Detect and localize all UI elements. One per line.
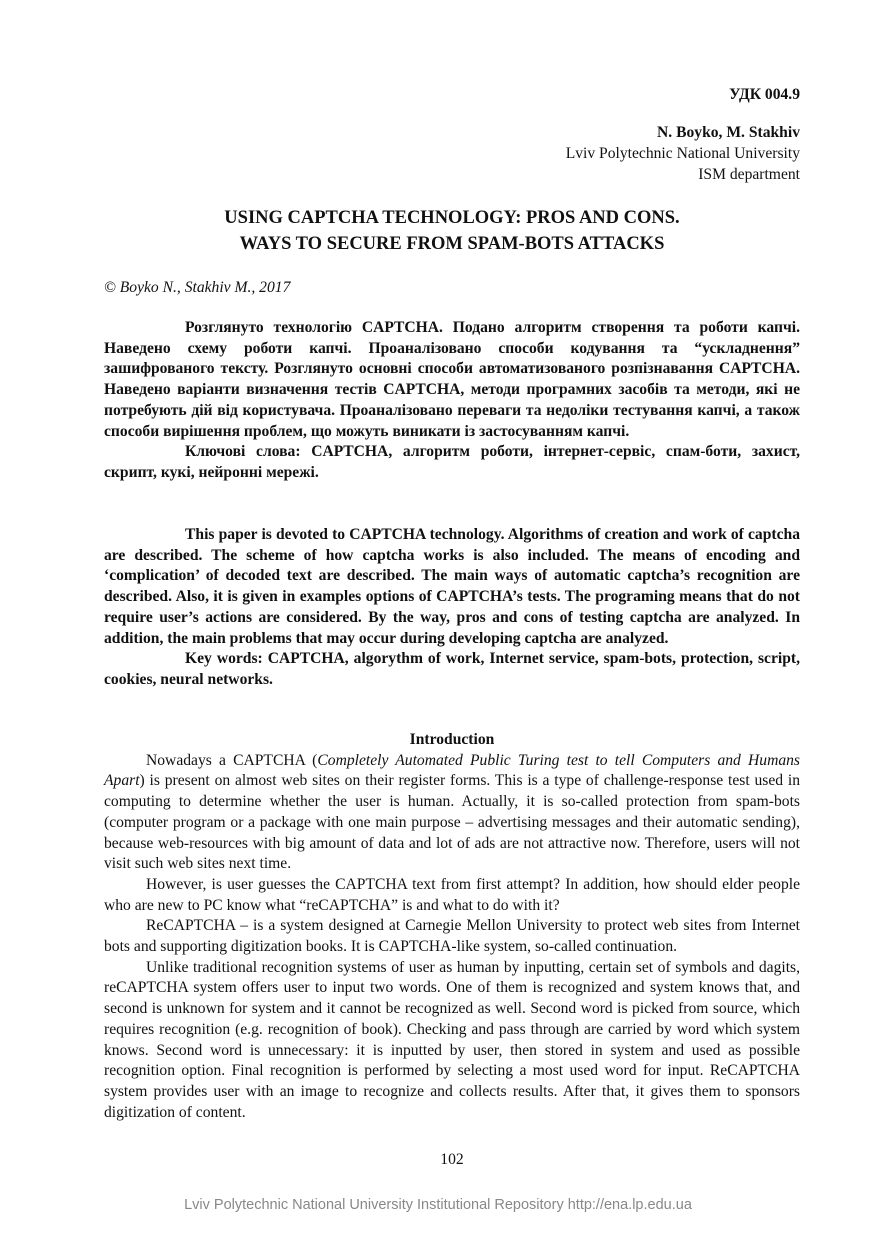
paper-title [104,205,800,257]
university: Lviv Polytechnic National University [565,145,800,162]
abstract-ukrainian [104,318,800,484]
intro-paragraph-3: ReCAPTCHA – is a system designed at Carnegie Mellon University to protect web sites from Internet bots and supporting digitization books. It is CAPTCHA-like system, so-called continuation. [104,917,800,956]
udk-code: УДК 004.9 [729,86,800,103]
abstract-en-keywords: Key words: CAPTCHA, algorythm of work, Internet service, spam-bots, protection, script, cookies, neural networks. [104,650,800,688]
abstract-uk-text: Розглянуто технологію CAPTCHA. Подано алгоритм створення та роботи капчі. Наведено схему роботи капчі. Проаналізовано способи кодування та “ускладнення” зашифрованого тексту. Розглянуто основні способи автоматизованого розпізнавання CAPTCHA. Наведено варіанти визначення тестів CAPTCHA, методи програмних засобів та методи, які не потребують дій від користувача. Проаналізовано переваги та недоліки тестування капчі, а також способи вирішення проблем, що можуть виникати із застосуванням капчі. [104,319,800,440]
captcha-expansion: Completely Automated Public Turing test to tell Computers and Humans Apart [104,751,800,790]
repository-footer: Lviv Polytechnic National University Institutional Repository http://ena.lp.edu.ua [184,1197,692,1213]
abstract-en-text: This paper is devoted to CAPTCHA technology. Algorithms of creation and work of captcha are described. The scheme of how captcha works is also included. The means of encoding and ‘complication’ of decoded text are described. The main ways of automatic captcha’s recognition are described. Also, it is given in examples options of CAPTCHA’s tests. The programing means that do not require user’s actions are considered. By the way, pros and cons of testing captcha are analyzed. In addition, the main problems that may occur during developing captcha are analyzed. [104,526,800,647]
introduction-section [104,730,800,1123]
intro-paragraph-4: Unlike traditional recognition systems of user as human by inputting, certain set of symbols and dagits, reCAPTCHA system offers user to input two words. One of them is recognized and system knows that, and second is unknown for system and it cannot be recognized as well. Second word is picked from source, which requires recognition (e.g. recognition of book). Checking and pass through are carried by word which system knows. Second word is unnecessary: it is inputted by user, then stored in system and used as possible recognition option. Final recognition is performed by selecting a most used word for input. ReCAPTCHA system provides user with an image to recognize and collects results. After that, it gives them to sponsors digitization of content. [104,958,800,1121]
department: ISM department [698,166,800,183]
header-block [104,84,800,105]
intro-paragraph-2: However, is user guesses the CAPTCHA text from first attempt? In addition, how should elder people who are new to PC know what “reCAPTCHA” is and what to do with it? [104,875,800,914]
p1-text-rest: ) is present on almost web sites on their register forms. This is a type of challenge-response test used in computing to determine whether the user is human. Actually, it is so-called protection from spam-bots (computer program or a package with one main purpose – advertising messages and their automatic sending), because web-resources with big amount of data and lot of ads are not attractive now. Therefore, users will not visit such web sites next time. [104,772,800,873]
page-number: 102 [440,1151,464,1168]
abstract-english [104,525,800,691]
title-line-2: WAYS TO SECURE FROM SPAM-BOTS ATTACKS [239,234,665,254]
p1-text: Nowadays a CAPTCHA ( [146,751,318,769]
abstract-uk-keywords: Ключові слова: CAPTCHA, алгоритм роботи, інтернет-сервіс, спам-боти, захист, скрипт, кукі, нейронні мережі. [104,443,800,481]
introduction-heading: Introduction [409,731,495,748]
title-line-1: USING CAPTCHA TECHNOLOGY: PROS AND CONS. [224,208,680,228]
copyright: © Boyko N., Stakhiv M., 2017 [104,279,291,296]
author-block [104,122,800,185]
intro-paragraph-1 [104,751,800,875]
authors: N. Boyko, M. Stakhiv [657,124,800,141]
